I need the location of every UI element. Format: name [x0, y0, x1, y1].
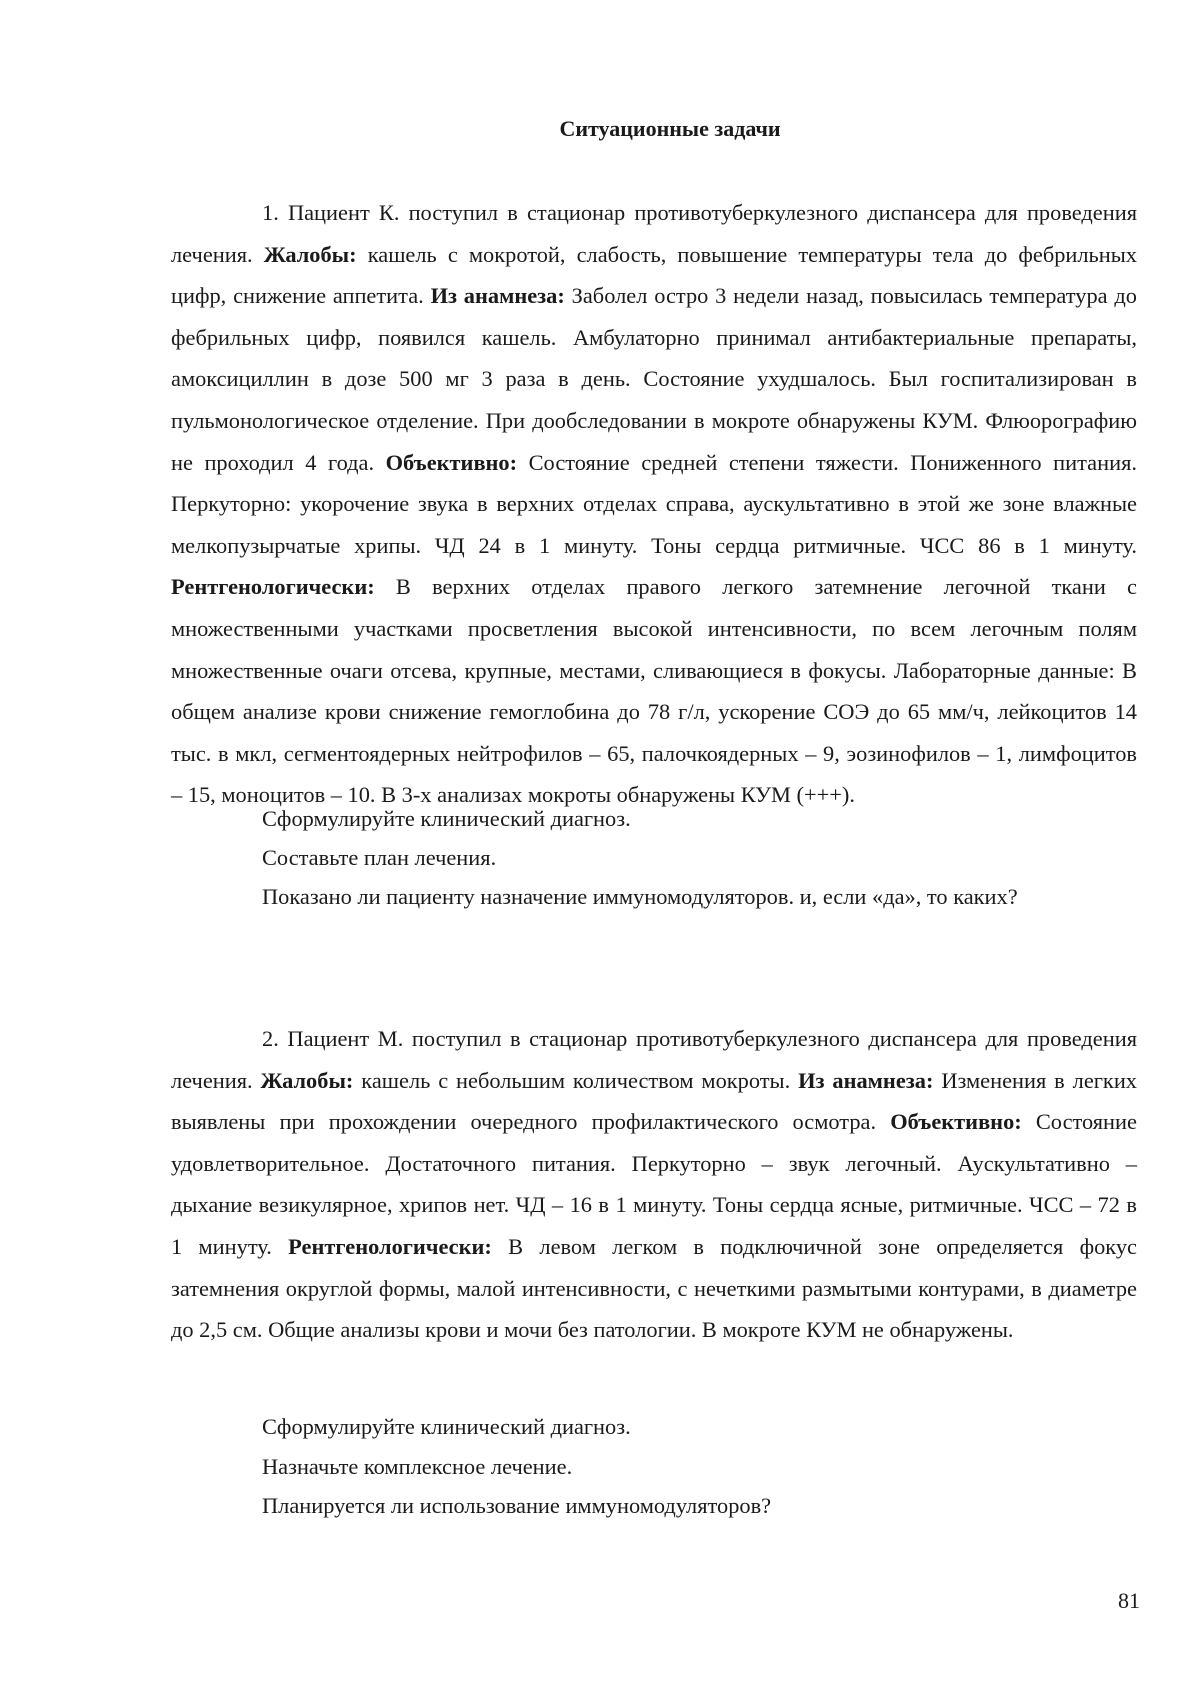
task-1-text — [171, 192, 1137, 816]
task-2-anamnesis-text: Изменения в легких выявлены при прохождении очередного профилактического осмотра. — [171, 1067, 1137, 1135]
task-1-question-1: Сформулируйте клинический диагноз. — [262, 806, 631, 831]
task-2-xray-text: В левом легком в подключичной зоне определяется фокус затемнения округлой формы, малой интенсивности, с нечеткими размытыми контурами, в диаметре до 2,5 см. Общие анализы крови и мочи без патологии. В мокроте КУМ не обнаружены. — [171, 1233, 1137, 1343]
task-2-complaints-label: Жалобы: — [260, 1067, 354, 1093]
task-2-text — [171, 1018, 1137, 1351]
task-2-xray-label: Рентгенологически: — [288, 1233, 492, 1259]
task-2-question-1: Сформулируйте клинический диагноз. — [262, 1414, 631, 1439]
task-1-anamnesis-label: Из анамнеза: — [430, 283, 565, 309]
task-1-anamnesis-text: Заболел остро 3 недели назад, повысилась температура до фебрильных цифр, появился кашель. Амбулаторно принимал антибактериальные препараты, амоксициллин в дозе 500 мг 3 раза в день. Состояние ухудшалось. Был госпитализирован в пульмонологическое отделение. При дообследовании в мокроте обнаружены КУМ. Флюорографию не проходил 4 года. — [171, 283, 1137, 475]
task-1-xray-text: В верхних отделах правого легкого затемнение легочной ткани с множественными участками просветления высокой интенсивности, по всем легочным полям множественные очаги отсева, крупные, местами, сливающиеся в фокусы. Лабораторные данные: В общем анализе крови снижение гемоглобина до 78 г/л, ускорение СОЭ до 65 мм/ч, лейкоцитов 14 тыс. в мкл, сегментоядерных нейтрофилов – 65, палочкоядерных – 9, эозинофилов – 1, лимфоцитов – 15, моноцитов – 10. В 3-х анализах мокроты обнаружены КУМ (+++). — [171, 574, 1137, 808]
task-2-question-2: Назначьте комплексное лечение. — [262, 1454, 573, 1479]
task-1-xray-label: Рентгенологически: — [171, 574, 375, 600]
task-2-anamnesis-label: Из анамнеза: — [798, 1067, 934, 1093]
task-1-complaints-label: Жалобы: — [263, 241, 357, 267]
task-2-complaints-text: кашель с небольшим количеством мокроты. — [361, 1067, 791, 1093]
task-1-intro: 1. Пациент К. поступил в стационар противотуберкулезного диспансера для проведения лечения. — [171, 200, 1137, 267]
task-2-intro: 2. Пациент М. поступил в стационар противотуберкулезного диспансера для проведения лечения. — [171, 1026, 1137, 1093]
page-number: 81 — [1118, 1588, 1140, 1613]
task-2-objective-label: Объективно: — [890, 1109, 1022, 1135]
page-title: Ситуационные задачи — [559, 116, 781, 141]
task-1-objective-label: Объективно: — [385, 449, 518, 475]
task-1-question-3: Показано ли пациенту назначение иммуномодуляторов. и, если «да», то каких? — [262, 884, 1018, 909]
task-1-complaints-text: кашель с мокротой, слабость, повышение температуры тела до фебрильных цифр, снижение аппетита. — [171, 241, 1137, 309]
task-2-objective-text: Состояние удовлетворительное. Достаточного питания. Перкуторно – звук легочный. Аускультативно – дыхание везикулярное, хрипов нет. ЧД – 16 в 1 минуту. Тоны сердца ясные, ритмичные. ЧСС – 72 в 1 минуту. — [171, 1109, 1137, 1259]
task-1-objective-text: Состояние средней степени тяжести. Пониженного питания. Перкуторно: укорочение звука в верхних отделах справа, аускультативно в этой же зоне влажные мелкопузырчатые хрипы. ЧД 24 в 1 минуту. Тоны сердца ритмичные. ЧСС 86 в 1 минуту. — [171, 449, 1137, 558]
task-2-question-3: Планируется ли использование иммуномодуляторов? — [262, 1493, 772, 1518]
task-1-question-2: Составьте план лечения. — [262, 845, 497, 870]
